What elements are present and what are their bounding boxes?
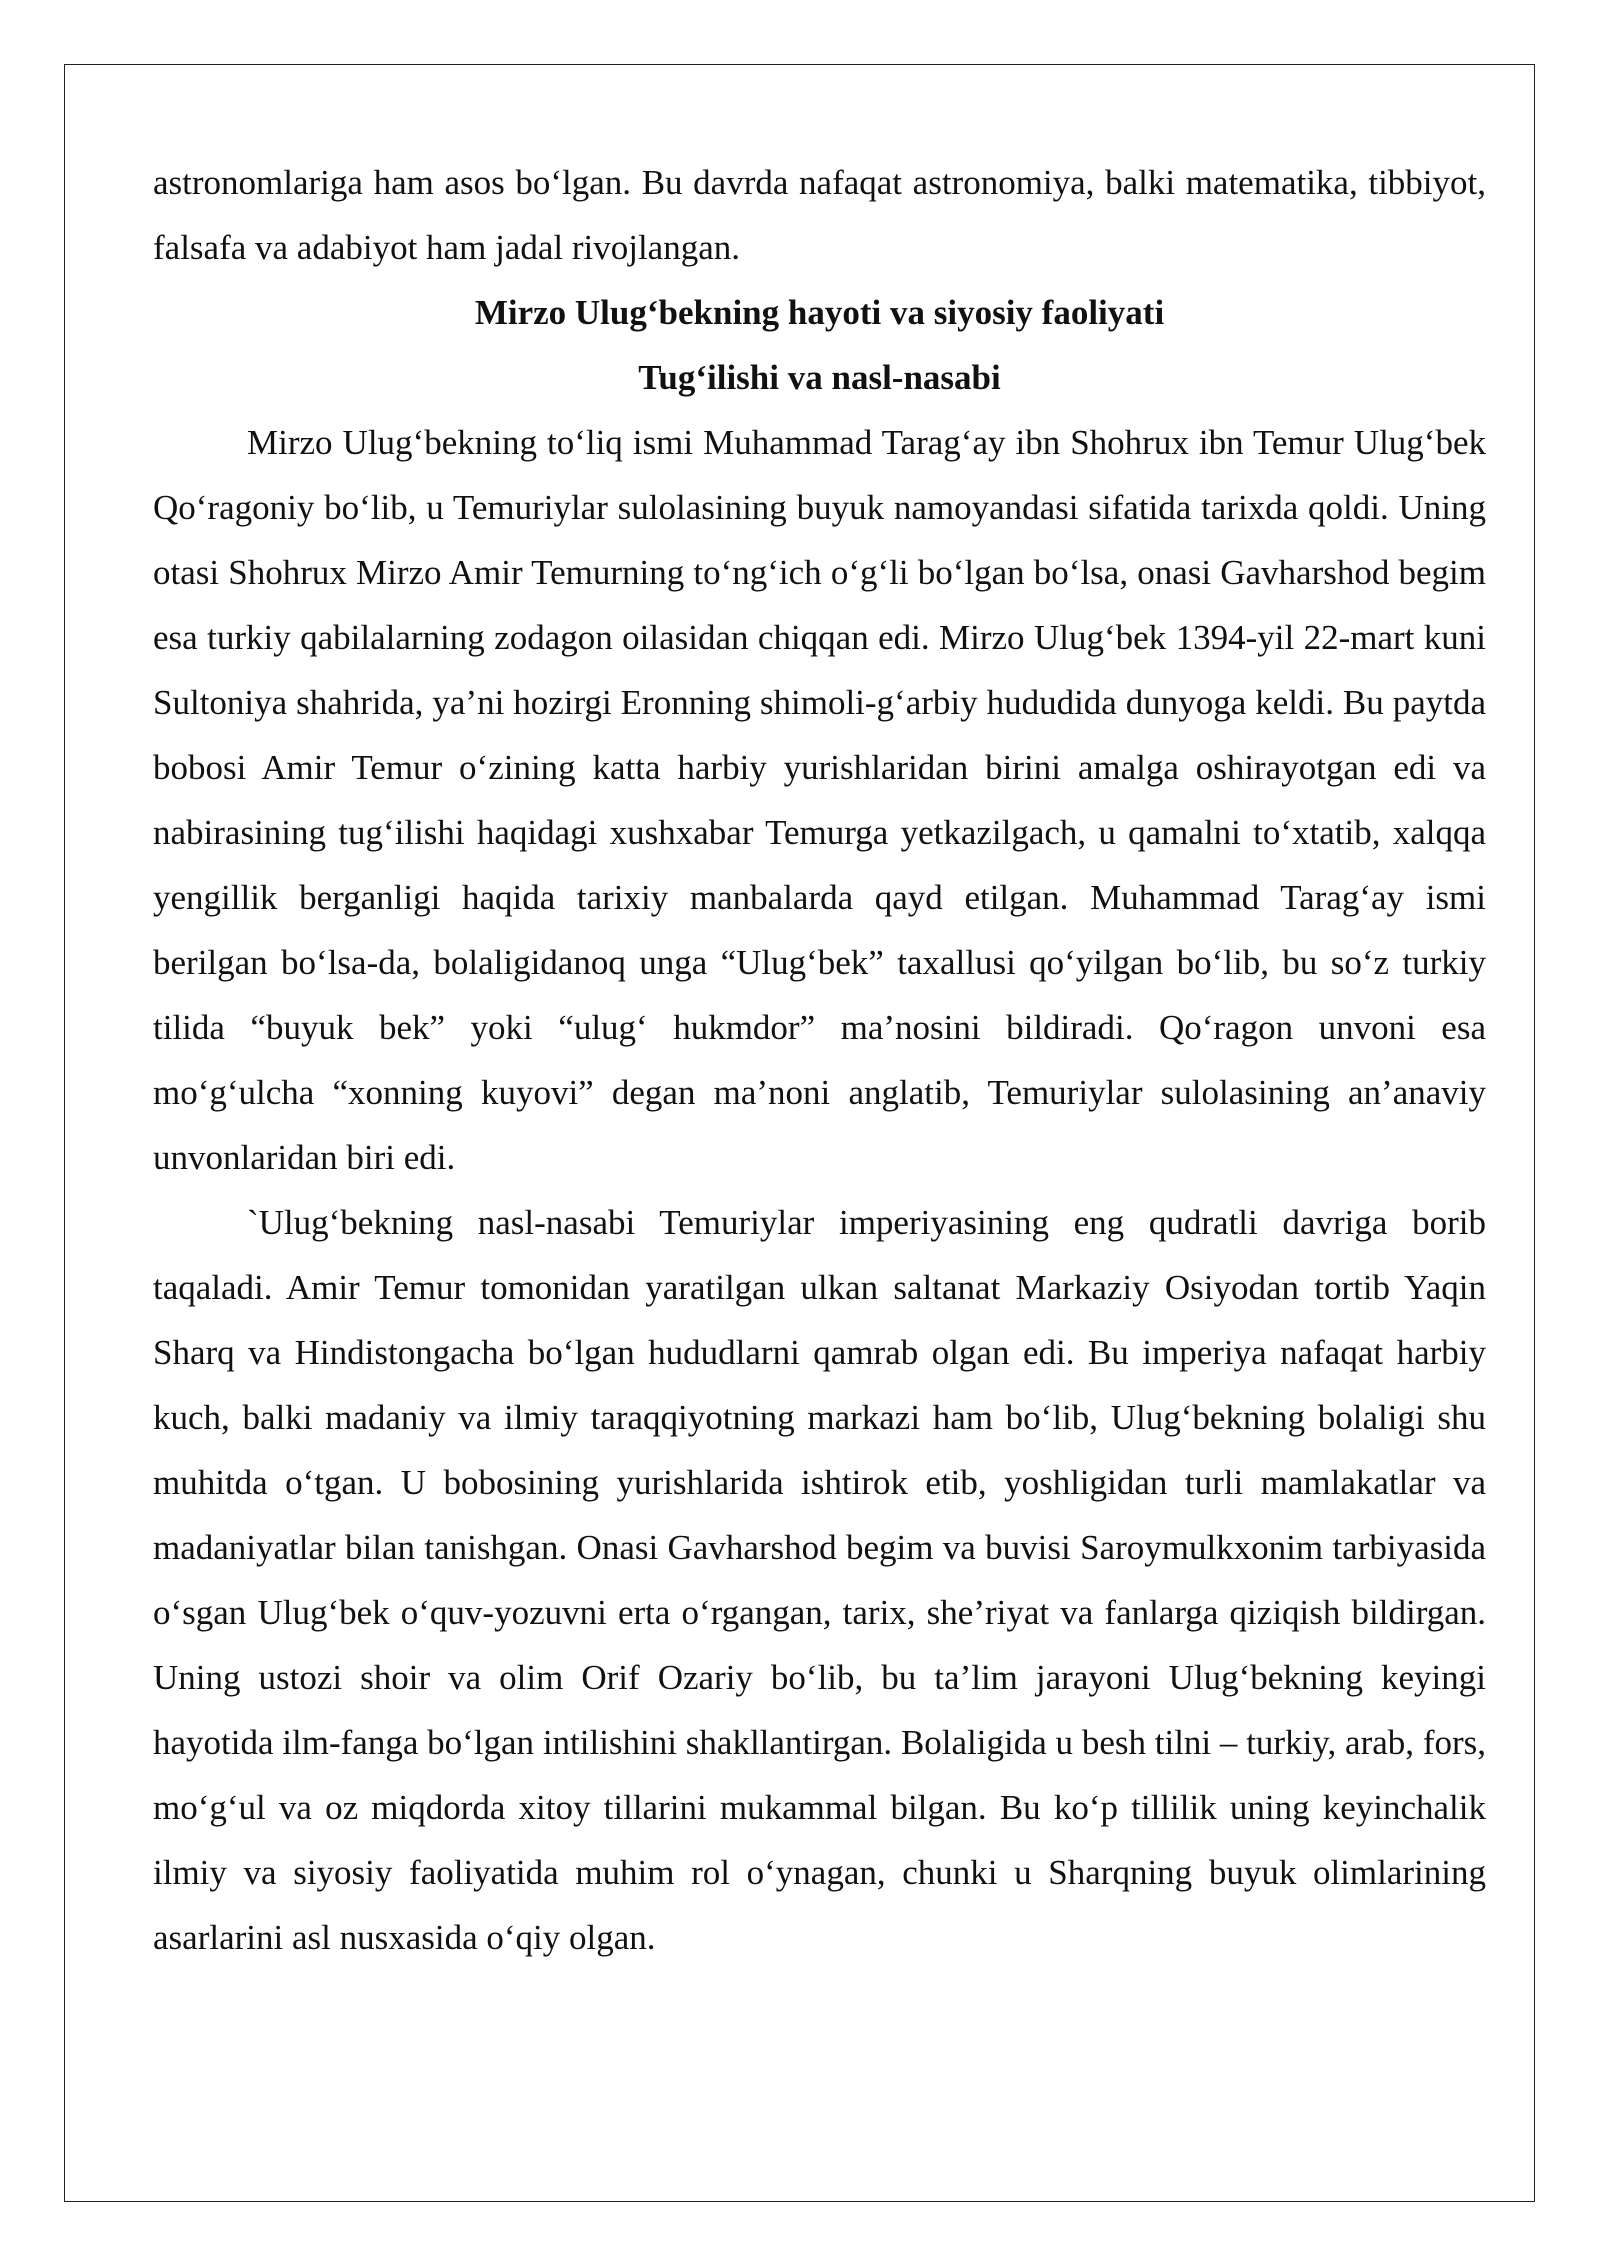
paragraph-birth: Mirzo Ulug‘bekning to‘liq ismi Muhammad Tarag‘ay ibn Shohrux ibn Temur Ulug‘bek Qo‘ragoniy bo‘lib, u Temuriylar sulolasining buyuk namoyandasi sifatida tarixda qoldi. Uning otasi Shohrux Mirzo Amir Temurning to‘ng‘ich o‘g‘li bo‘lgan bo‘lsa, onasi Gavharshod begim esa turkiy qabilalarning zodagon oilasidan chiqqan edi. Mirzo Ulug‘bek 1394-yil 22-mart kuni Sultoniya shahrida, ya’ni hozirgi Eronning shimoli-g‘arbiy hududida dunyoga keldi. Bu paytda bobosi Amir Temur o‘zining katta harbiy yurishlaridan birini amalga oshirayotgan edi va nabirasining tug‘ilishi haqidagi xushxabar Temurga yetkazilgach, u qamalni to‘xtatib, xalqqa yengillik berganligi haqida tarixiy manbalarda qayd etilgan. Muhammad Tarag‘ay ismi berilgan bo‘lsa-da, bolaligidanoq unga “Ulug‘bek” taxallusi qo‘yilgan bo‘lib, bu so‘z turkiy tilida “buyuk bek” yoki “ulug‘ hukmdor” ma’nosini bildiradi. Qo‘ragon unvoni esa mo‘g‘ulcha “xonning kuyovi” degan ma’noni anglatib, Temuriylar sulolasining an’anaviy unvonlaridan biri edi. — [153, 423, 1486, 1177]
subsection-heading: Tug‘ilishi va nasl-nasabi — [638, 358, 1001, 397]
section-heading: Mirzo Ulug‘bekning hayoti va siyosiy faoliyati — [474, 293, 1165, 332]
paragraph-intro: astronomlariga ham asos bo‘lgan. Bu davrda nafaqat astronomiya, balki matematika, tibbiyot, falsafa va adabiyot ham jadal rivojlangan. — [153, 163, 1486, 267]
paragraph-lineage: `Ulug‘bekning nasl-nasabi Temuriylar imperiyasining eng qudratli davriga borib taqaladi. Amir Temur tomonidan yaratilgan ulkan saltanat Markaziy Osiyodan tortib Yaqin Sharq va Hindistongacha bo‘lgan hududlarni qamrab olgan edi. Bu imperiya nafaqat harbiy kuch, balki madaniy va ilmiy taraqqiyotning markazi ham bo‘lib, Ulug‘bekning bolaligi shu muhitda o‘tgan. U bobosining yurishlarida ishtirok etib, yoshligidan turli mamlakatlar va madaniyatlar bilan tanishgan. Onasi Gavharshod begim va buvisi Saroymulkxonim tarbiyasida o‘sgan Ulug‘bek o‘quv-yozuvni erta o‘rgangan, tarix, she’riyat va fanlarga qiziqish bildirgan. Uning ustozi shoir va olim Orif Ozariy bo‘lib, bu ta’lim jarayoni Ulug‘bekning keyingi hayotida ilm-fanga bo‘lgan intilishini shakllantirgan. Bolaligida u besh tilni – turkiy, arab, fors, mo‘g‘ul va oz miqdorda xitoy tillarini mukammal bilgan. Bu ko‘p tillilik uning keyinchalik ilmiy va siyosiy faoliyatida muhim rol o‘ynagan, chunki u Sharqning buyuk olimlarining asarlarini asl nusxasida o‘qiy olgan. — [153, 1203, 1486, 1957]
document-body — [153, 150, 1486, 1970]
